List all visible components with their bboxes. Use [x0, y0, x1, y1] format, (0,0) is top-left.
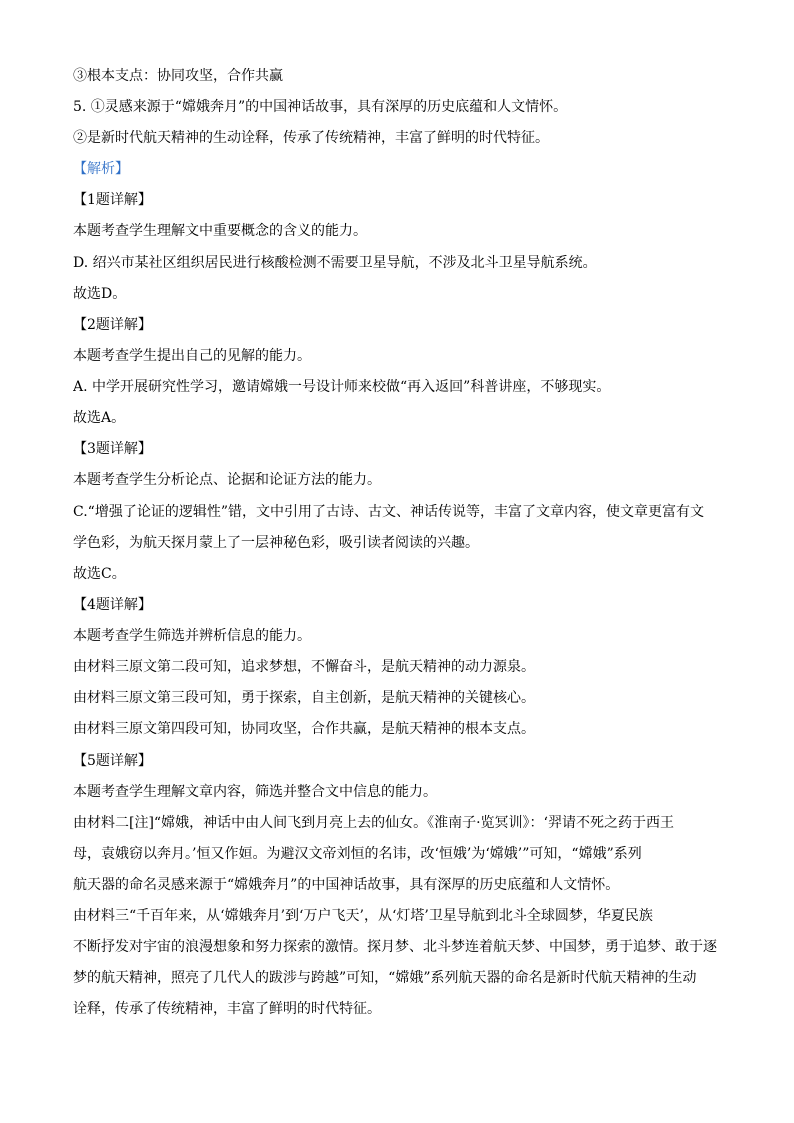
q5-detail-2-line-1: 由材料三“千百年来，从‘嫦娥奔月’到‘万户飞天’，从‘灯塔’卫星导航到北斗全球圆梦，华夏民族: [73, 908, 653, 924]
q5-detail-1-line-2: 母，袁娥窃以奔月。’恒又作姮。为避汉文帝刘恒的名讳，改‘恒娥’为‘嫦娥’”可知，“嫦娥”系列: [73, 846, 642, 862]
q4-detail-1: 由材料三原文第二段可知，追求梦想，不懈奋斗，是航天精神的动力源泉。: [73, 659, 535, 675]
q5-explanation: 本题考查学生理解文章内容，筛选并整合文中信息的能力。: [73, 784, 437, 800]
q1-heading: 【1题详解】: [73, 192, 152, 208]
q5-detail-1-line-3: 航天器的命名灵感来源于“嫦娥奔月”的中国神话故事，具有深厚的历史底蕴和人文情怀。: [73, 877, 620, 893]
q3-heading: 【3题详解】: [73, 441, 152, 457]
q4-explanation: 本题考查学生筛选并辨析信息的能力。: [73, 628, 311, 644]
q4-heading: 【4题详解】: [73, 597, 152, 613]
q2-explanation: 本题考查学生提出自己的见解的能力。: [73, 348, 311, 364]
q3-answer: 故选C。: [73, 566, 126, 582]
q1-detail: D. 绍兴市某社区组织居民进行核酸检测不需要卫星导航，不涉及北斗卫星导航系统。: [73, 255, 597, 271]
q1-answer: 故选D。: [73, 286, 127, 302]
q5-detail-2-line-3: 梦的航天精神，照亮了几代人的跋涉与跨越”可知，“嫦娥”系列航天器的命名是新时代航天精神的生动: [73, 970, 697, 986]
q3-detail-line-2: 学色彩，为航天探月蒙上了一层神秘色彩，吸引读者阅读的兴趣。: [73, 535, 479, 551]
q5-detail-2-line-2: 不断抒发对宇宙的浪漫想象和努力探索的激情。探月梦、北斗梦连着航天梦、中国梦，勇于追梦、敢于逐: [73, 939, 717, 955]
q2-answer: 故选A。: [73, 410, 126, 426]
q3-detail-line-1: C.“增强了论证的逻辑性”错，文中引用了古诗、古文、神话传说等，丰富了文章内容，使文章更富有文: [73, 504, 704, 520]
analysis-heading: 【解析】: [73, 161, 129, 177]
q1-explanation: 本题考查学生理解文中重要概念的含义的能力。: [73, 223, 367, 239]
q4-detail-3: 由材料三原文第四段可知，协同攻坚，合作共赢，是航天精神的根本支点。: [73, 721, 535, 737]
q5-heading: 【5题详解】: [73, 753, 152, 769]
q3-explanation: 本题考查学生分析论点、论据和论证方法的能力。: [73, 472, 381, 488]
answer-5-line-1: 5. ①灵感来源于“嫦娥奔月”的中国神话故事，具有深厚的历史底蕴和人文情怀。: [73, 99, 568, 115]
q4-detail-2: 由材料三原文第三段可知，勇于探索，自主创新，是航天精神的关键核心。: [73, 690, 535, 706]
answer-3-line: ③根本支点：协同攻坚，合作共赢: [73, 68, 283, 84]
q2-heading: 【2题详解】: [73, 317, 152, 333]
answer-5-line-2: ②是新时代航天精神的生动诠释，传承了传统精神，丰富了鲜明的时代特征。: [73, 130, 549, 146]
q5-detail-1-line-1: 由材料二[注]“嫦娥，神话中由人间飞到月亮上去的仙女。《淮南子·览冥训》：‘羿请不死之药于西王: [73, 815, 674, 831]
q5-detail-2-line-4: 诠释，传承了传统精神，丰富了鲜明的时代特征。: [73, 1001, 381, 1017]
q2-detail: A. 中学开展研究性学习，邀请嫦娥一号设计师来校做“再入返回”科普讲座，不够现实。: [73, 379, 611, 395]
